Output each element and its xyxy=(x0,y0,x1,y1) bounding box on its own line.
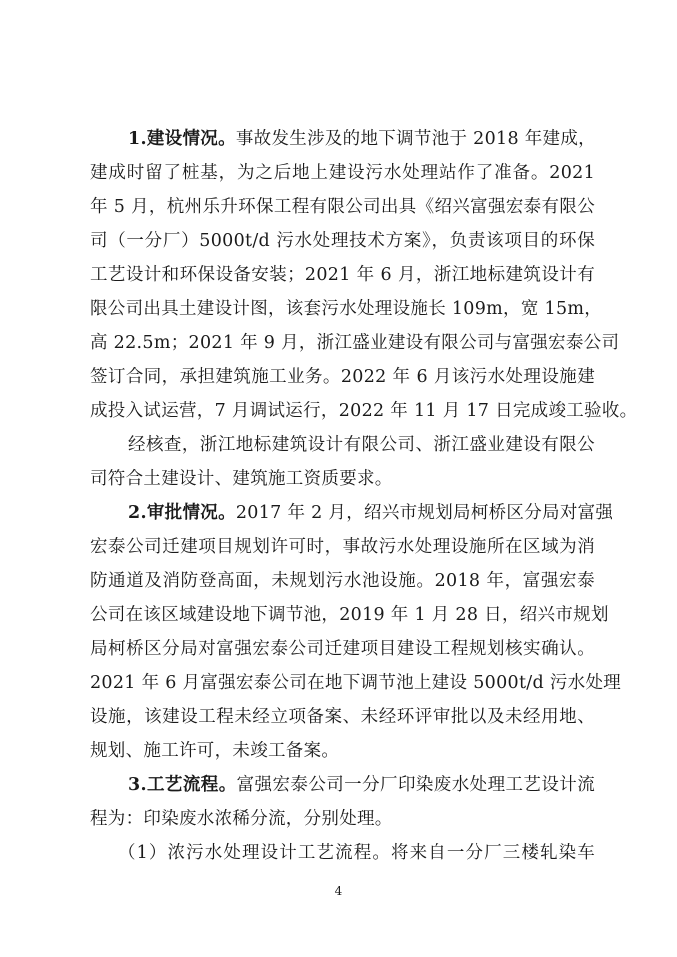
section-heading-construction: 1.建设情况。 xyxy=(128,129,236,149)
paragraph-1-line-2: 建成时留了桩基，为之后地上建设污水处理站作了准备。2021 xyxy=(90,163,595,183)
paragraph-3-line-7: 设施，该建设工程未经立项备案、未经环评审批以及未经用地、 xyxy=(90,707,595,727)
paragraph-2-line-2: 司符合土建设计、建筑施工资质要求。 xyxy=(90,469,393,489)
paragraph-3-line-8: 规划、施工许可，未竣工备案。 xyxy=(90,741,340,761)
paragraph-1-line-4: 司（一分厂）5000t/d 污水处理技术方案》，负责该项目的环保 xyxy=(90,231,595,251)
paragraph-1-line-5: 工艺设计和环保设备安装；2021 年 6 月，浙江地标建筑设计有 xyxy=(90,265,595,285)
paragraph-1-line-8: 签订合同，承担建筑施工业务。2022 年 6 月该污水处理设施建 xyxy=(90,367,595,387)
paragraph-1-line-6: 限公司出具土建设计图，该套污水处理设施长 109m，宽 15m， xyxy=(90,299,603,319)
paragraph-1-line-1: 1.建设情况。事故发生涉及的地下调节池于 2018 年建成， xyxy=(128,129,596,149)
paragraph-1-line-9: 成投入试运营，7 月调试运行，2022 年 11 月 17 日完成竣工验收。 xyxy=(90,401,638,421)
section-heading-approval: 2.审批情况。 xyxy=(128,503,236,523)
paragraph-2-line-1: 经核查，浙江地标建筑设计有限公司、浙江盛业建设有限公 xyxy=(128,435,595,455)
paragraph-1-line-7: 高 22.5m；2021 年 9 月，浙江盛业建设有限公司与富强宏泰公司 xyxy=(90,333,620,353)
paragraph-3-line-3: 防通道及消防登高面，未规划污水池设施。2018 年，富强宏泰 xyxy=(90,571,595,591)
paragraph-3-line-4: 公司在该区域建设地下调节池，2019 年 1 月 28 日，绍兴市规划 xyxy=(90,605,609,625)
paragraph-3-line-1: 2.审批情况。2017 年 2 月，绍兴市规划局柯桥区分局对富强 xyxy=(128,503,614,523)
paragraph-1-line-3: 年 5 月，杭州乐升环保工程有限公司出具《绍兴富强宏泰有限公 xyxy=(90,197,595,217)
paragraph-4-line-1: 3.工艺流程。富强宏泰公司一分厂印染废水处理工艺设计流 xyxy=(128,775,595,795)
section-heading-process: 3.工艺流程。 xyxy=(128,775,237,795)
paragraph-4-line-2: 程为：印染废水浓稀分流，分别处理。 xyxy=(90,809,393,829)
paragraph-3-line-5: 局柯桥区分局对富强宏泰公司迁建项目建设工程规划核实确认。 xyxy=(90,639,595,659)
paragraph-3-line-6: 2021 年 6 月富强宏泰公司在地下调节池上建设 5000t/d 污水处理 xyxy=(90,673,622,693)
page-number: 4 xyxy=(334,884,343,898)
paragraph-3-line-2: 宏泰公司迁建项目规划许可时，事故污水处理设施所在区域为消 xyxy=(90,537,595,557)
paragraph-5-line-1: （1）浓污水处理设计工艺流程。将来自一分厂三楼轧染车 xyxy=(118,843,595,863)
